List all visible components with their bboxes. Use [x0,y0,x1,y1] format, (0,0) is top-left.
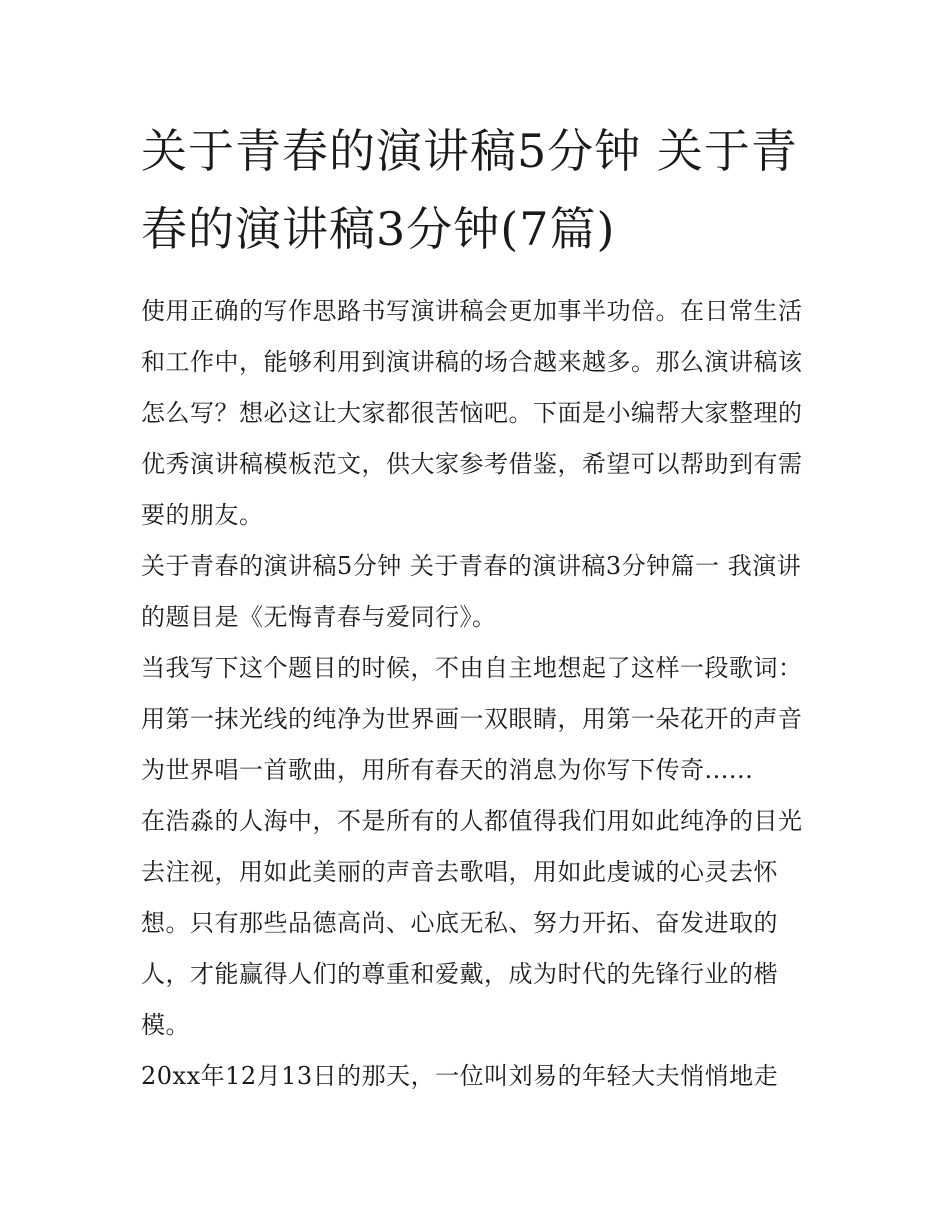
paragraph-role-models: 在浩淼的人海中，不是所有的人都值得我们用如此纯净的目光去注视，用如此美丽的声音去歌唱，用如此虔诚的心灵去怀想。只有那些品德高尚、心底无私、努力开拓、奋发进取的人，才能赢得人们的尊重和爱戴，成为时代的先锋行业的楷模。 [141,807,803,1039]
paragraph-intro: 使用正确的写作思路书写演讲稿会更加事半功倍。在日常生活和工作中，能够利用到演讲稿的场合越来越多。那么演讲稿该怎么写？想必这让大家都很苦恼吧。下面是小编帮大家整理的优秀演讲稿模板范文，供大家参考借鉴，希望可以帮助到有需要的朋友。 [141,297,803,529]
paragraph-story-start: 20xx年12月13日的那天，一位叫刘易的年轻大夫悄悄地走 [141,1062,779,1090]
paragraph-lyrics: 当我写下这个题目的时候，不由自主地想起了这样一段歌词：用第一抹光线的纯净为世界画一双眼睛，用第一朵花开的声音为世界唱一首歌曲，用所有春天的消息为你写下传奇...... [141,654,803,784]
document-body [141,286,813,1102]
paragraph-section-heading: 关于青春的演讲稿5分钟 关于青春的演讲稿3分钟篇一 我演讲的题目是《无悔青春与爱同行》。 [141,552,802,631]
document-title: 关于青春的演讲稿5分钟 关于青春的演讲稿3分钟(7篇) [141,124,798,256]
document-page [141,112,813,1102]
